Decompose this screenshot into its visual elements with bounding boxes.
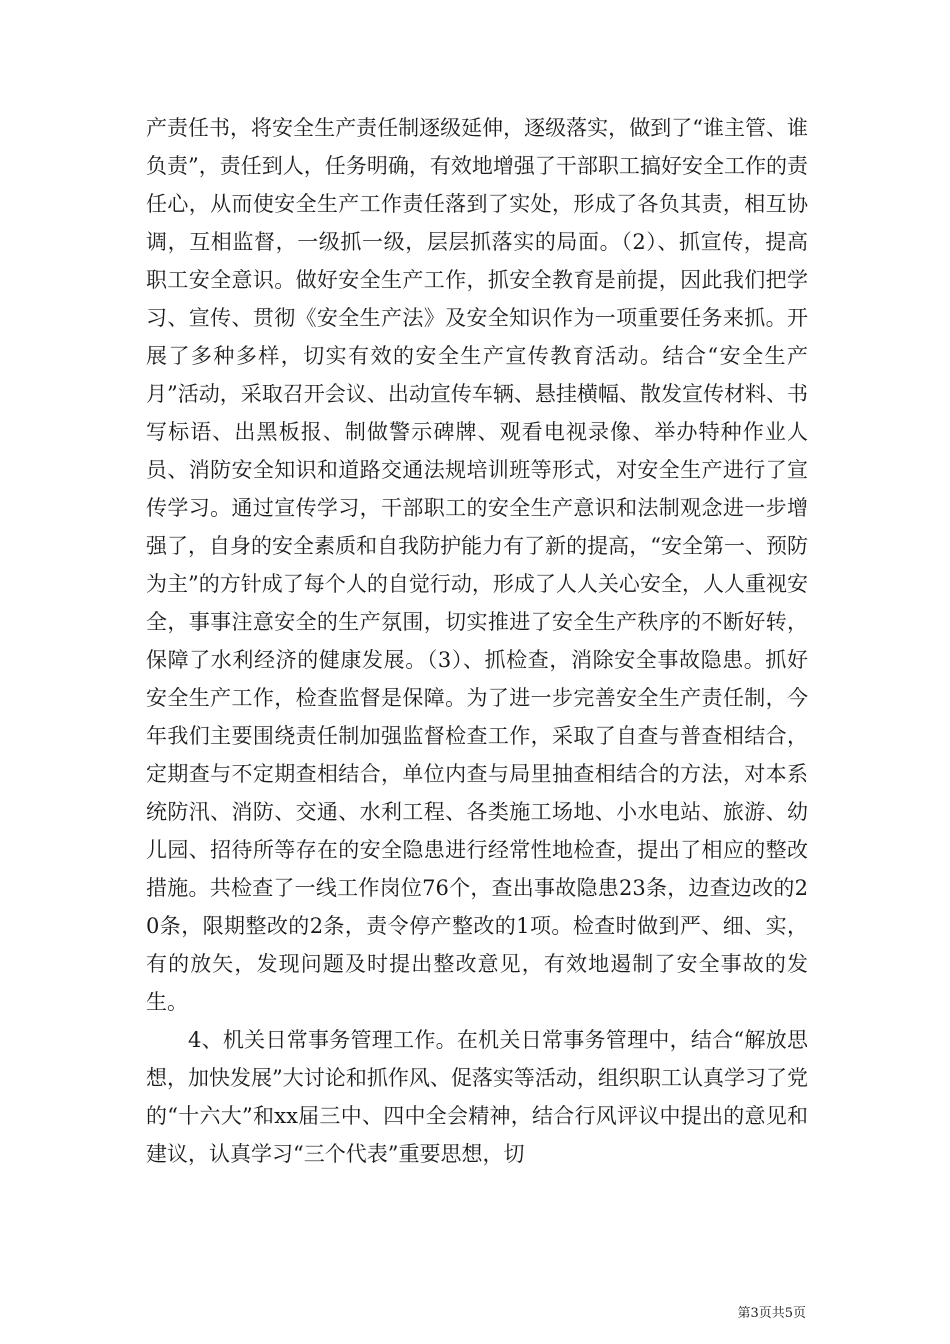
paragraph-safety-production: 产责任书，将安全生产责任制逐级延伸，逐级落实，做到了“谁主管、谁负责”，责任到人，任务明确，有效地增强了干部职工搞好安全工作的责任心，从而使安全生产工作责任落到了实处，形成了各负其责，相互协调，互相监督，一级抓一级，层层抓落实的局面。（2）、抓宣传，提高职工安全意识。做好安全生产工作，抓安全教育是前提，因此我们把学习、宣传、贯彻《安全生产法》及安全知识作为一项重要任务来抓。开展了多种多样，切实有效的安全生产宣传教育活动。结合“安全生产月”活动，采取召开会议、出动宣传车辆、悬挂横幅、散发宣传材料、书写标语、出黑板报、制做警示碑牌、观看电视录像、举办特种作业人员、消防安全知识和道路交通法规培训班等形式，对安全生产进行了宣传学习。通过宣传学习，干部职工的安全生产意识和法制观念进一步增强了，自身的安全素质和自我防护能力有了新的提高，“安全第一、预防为主”的方针成了每个人的自觉行动，形成了人人关心安全，人人重视安全，事事注意安全的生产氛围，切实推进了安全生产秩序的不断好转，保障了水利经济的健康发展。（3）、抓检查，消除安全事故隐患。抓好安全生产工作，检查监督是保障。为了进一步完善安全生产责任制，今年我们主要围绕责任制加强监督检查工作，采取了自查与普查相结合，定期查与不定期查相结合，单位内查与局里抽查相结合的方法，对本系统防汛、消防、交通、水利工程、各类施工场地、小水电站、旅游、幼儿园、招待所等存在的安全隐患进行经常性地检查，提出了相应的整改措施。共检查了一线工作岗位76个，查出事故隐患23条，边查边改的20条，限期整改的2条，责令停产整改的1项。检查时做到严、细、实，有的放矢，发现问题及时提出整改意见，有效地遏制了安全事故的发生。 xyxy=(146,116,808,1014)
paragraph-office-affairs: 4、机关日常事务管理工作。在机关日常事务管理中，结合“解放思想，加快发展”大讨论和抓作风、促落实等活动，组织职工认真学习了党的“十六大”和xx届三中、四中全会精神，结合行风评议中提出的意见和建议，认真学习“三个代表”重要思想，切 xyxy=(146,1028,808,1166)
document-body xyxy=(146,109,808,1173)
page-number-footer: 第3页共5页 xyxy=(737,1306,806,1321)
